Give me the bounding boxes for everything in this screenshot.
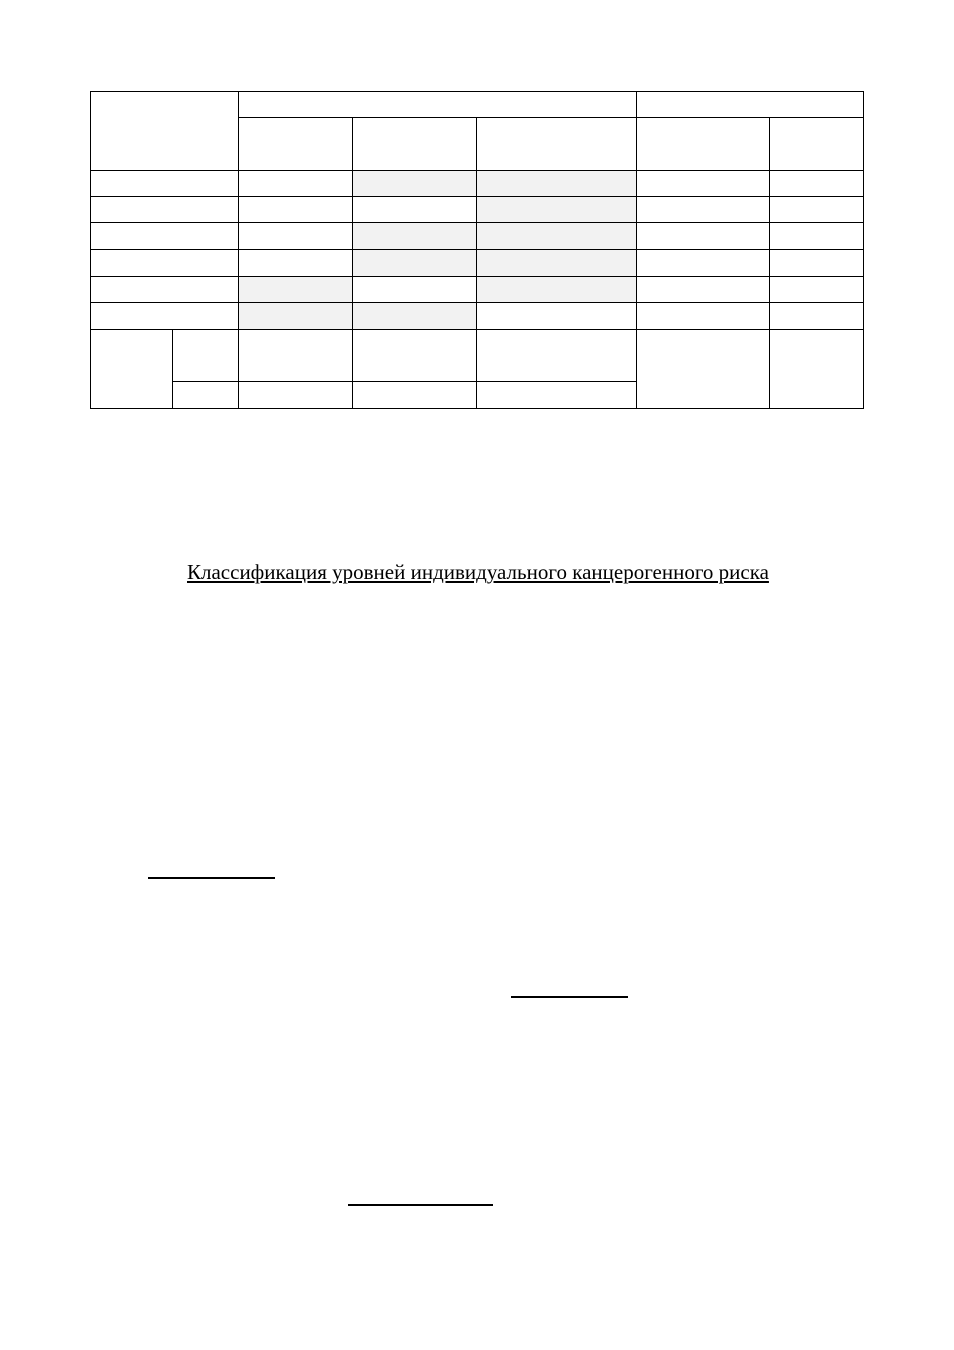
- table-border: [90, 249, 864, 250]
- section-title: Классификация уровней индивидуального канцерогенного риска: [187, 560, 769, 584]
- table-border: [172, 329, 173, 409]
- table-cell-shaded: [352, 171, 476, 197]
- table-border: [90, 276, 864, 277]
- underline-mark: [348, 1204, 493, 1206]
- table-cell-shaded: [352, 223, 476, 250]
- table-border: [90, 170, 864, 171]
- table-cell-shaded: [476, 277, 636, 303]
- table-border: [90, 196, 864, 197]
- table-border: [476, 117, 477, 409]
- table-cell-shaded: [476, 197, 636, 223]
- table-border: [352, 117, 353, 409]
- table-border: [636, 91, 637, 409]
- table-cell-shaded: [476, 250, 636, 277]
- table-border: [172, 381, 636, 382]
- table-border: [90, 302, 864, 303]
- underline-mark: [511, 996, 628, 998]
- table-border: [90, 222, 864, 223]
- table-cell-shaded: [476, 223, 636, 250]
- table-cell-shaded: [352, 250, 476, 277]
- underline-mark: [148, 877, 275, 879]
- table-border: [863, 91, 864, 409]
- table-border: [238, 91, 239, 409]
- table-cell-shaded: [238, 277, 352, 303]
- table-border: [238, 117, 864, 118]
- table-border: [90, 91, 864, 92]
- table-border: [769, 117, 770, 409]
- table-cell-shaded: [476, 171, 636, 197]
- table-border: [90, 91, 91, 409]
- table-cell-shaded: [238, 303, 352, 330]
- table-cell-shaded: [352, 303, 476, 330]
- table-border: [90, 408, 864, 409]
- table-border: [90, 329, 864, 330]
